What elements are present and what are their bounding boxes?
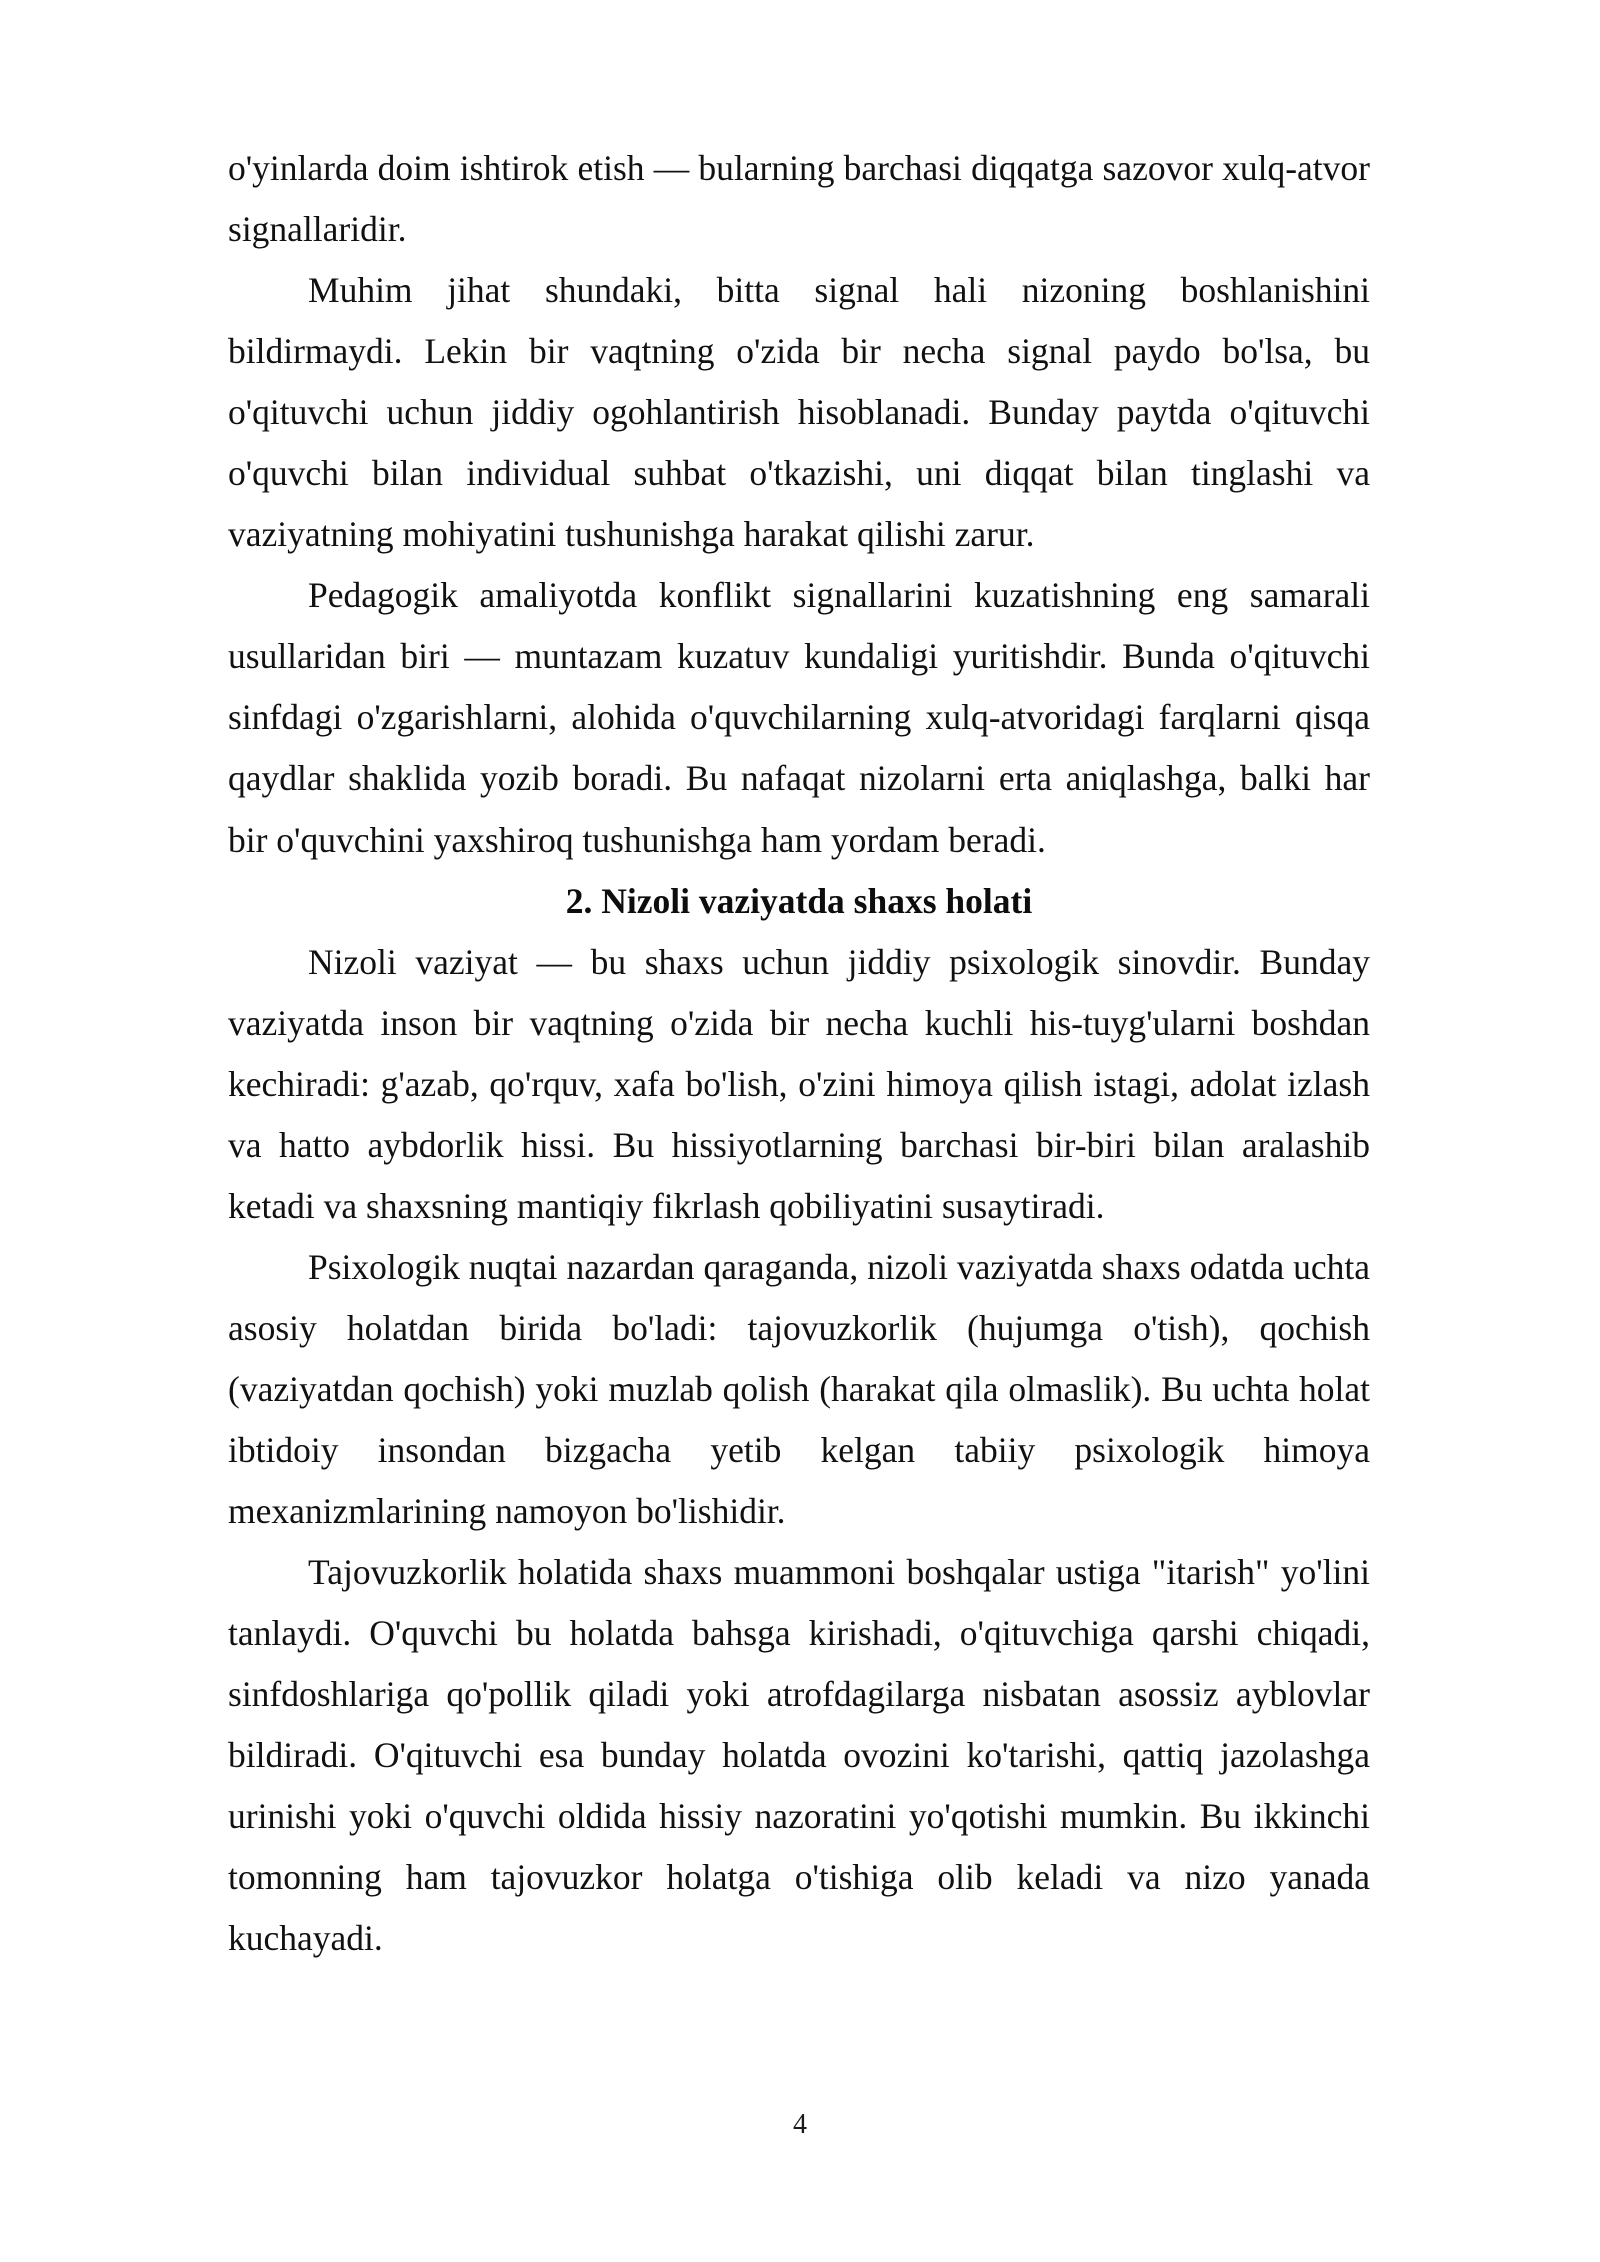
paragraph-muhim-jihat: Muhim jihat shundaki, bitta signal hali nizoning boshlanishini bildirmaydi. Lekin bir vaqtning o'zida bir necha signal paydo bo'lsa, bu o'qituvchi uchun jiddiy ogohlantirish hisoblanadi. Bunday paytda o'qituvchi o'quvchi bilan individual suhbat o'tkazishi, uni diqqat bilan tinglashi va vaziyatning mohiyatini tushunishga harakat qilishi zarur. [228, 270, 1370, 555]
page-content [228, 138, 1370, 1969]
paragraph-continuation: o'yinlarda doim ishtirok etish — bularning barchasi diqqatga sazovor xulq-atvor signallaridir. [228, 148, 1370, 250]
section-heading-2: 2. Nizoli vaziyatda shaxs holati [565, 880, 1033, 921]
page-number: 4 [793, 2109, 807, 2140]
paragraph-tajovuzkorlik: Tajovuzkorlik holatida shaxs muammoni boshqalar ustiga "itarish" yo'lini tanlaydi. O'quvchi bu holatda bahsga kirishadi, o'qituvchiga qarshi chiqadi, sinfdoshlariga qo'pollik qiladi yoki atrofdagilarga nisbatan asossiz ayblovlar bildiradi. O'qituvchi esa bunday holatda ovozini ko'tarishi, qattiq jazolashga urinishi yoki o'quvchi oldida hissiy nazoratini yo'qotishi mumkin. Bu ikkinchi tomonning ham tajovuzkor holatga o'tishiga olib keladi va nizo yanada kuchayadi. [228, 1552, 1370, 1959]
paragraph-psixologik-nuqtai: Psixologik nuqtai nazardan qaraganda, nizoli vaziyatda shaxs odatda uchta asosiy holatdan birida bo'ladi: tajovuzkorlik (hujumga o'tish), qochish (vaziyatdan qochish) yoki muzlab qolish (harakat qila olmaslik). Bu uchta holat ibtidoiy insondan bizgacha yetib kelgan tabiiy psixologik himoya mexanizmlarining namoyon bo'lishidir. [228, 1246, 1370, 1532]
paragraph-pedagogik-amaliyot: Pedagogik amaliyotda konflikt signallarini kuzatishning eng samarali usullaridan biri — muntazam kuzatuv kundaligi yuritishdir. Bunda o'qituvchi sinfdagi o'zgarishlarni, alohida o'quvchilarning xulq-atvoridagi farqlarni qisqa qaydlar shaklida yozib boradi. Bu nafaqat nizolarni erta aniqlashga, balki har bir o'quvchini yaxshiroq tushunishga ham yordam beradi. [228, 575, 1370, 860]
paragraph-nizoli-vaziyat: Nizoli vaziyat — bu shaxs uchun jiddiy psixologik sinovdir. Bunday vaziyatda inson bir vaqtning o'zida bir necha kuchli his-tuyg'ularni boshdan kechiradi: g'azab, qo'rquv, xafa bo'lish, o'zini himoya qilish istagi, adolat izlash va hatto aybdorlik hissi. Bu hissiyotlarning barchasi bir-biri bilan aralashib ketadi va shaxsning mantiqiy fikrlash qobiliyatini susaytiradi. [228, 941, 1370, 1226]
